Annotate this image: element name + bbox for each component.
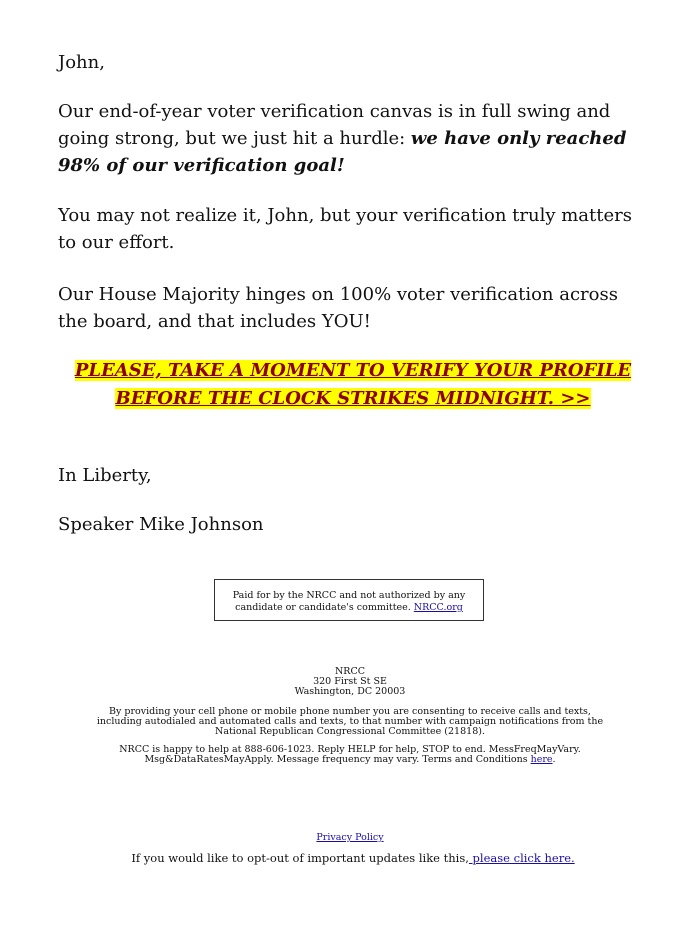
greeting: John, — [58, 52, 105, 73]
optout-link[interactable]: please click here. — [468, 851, 575, 865]
paragraph-canvas-status-text: Our end-of-year voter verification canvas is in full swing and going strong, but we just hit a hurdle: — [58, 101, 611, 149]
paragraph-verification-matters: You may not realize it, John, but your verification truly matters to our effort. — [58, 205, 632, 253]
footer-address — [95, 667, 605, 697]
signoff: In Liberty, — [58, 465, 152, 486]
footer-consent-notice: By providing your cell phone or mobile phone number you are consenting to receive calls and texts, including autodialed and automated calls and texts, to that number with campaign notifications from the National Republican Congressional Committee (21818). — [96, 706, 604, 737]
footer-city: Washington, DC 20003 — [294, 686, 406, 697]
optout-text: If you would like to opt-out of important updates like this, — [131, 851, 469, 865]
privacy-policy-link[interactable]: Privacy Policy — [316, 832, 384, 843]
footer-privacy — [95, 833, 605, 843]
disclaimer-text: Paid for by the NRCC and not authorized by any candidate or candidate's committee. — [232, 590, 466, 613]
footer-optout — [58, 851, 648, 865]
nrcc-org-link[interactable]: NRCC.org — [413, 602, 463, 613]
paragraph-house-majority: Our House Majority hinges on 100% voter verification across the board, and that includes YOU! — [58, 284, 618, 332]
footer-street: 320 First St SE — [313, 676, 387, 687]
verification-goal-emphasis: we have only reached 98% of our verification goal! — [58, 128, 627, 176]
terms-and-conditions-link[interactable]: here — [530, 754, 553, 765]
footer-help-text: NRCC is happy to help at 888-606-1023. Reply HELP for help, STOP to end. MessFreqMayVary. Msg&DataRatesMayApply. Message frequency may vary. Terms and Conditions — [119, 744, 581, 765]
footer-help-suffix: . — [552, 754, 556, 765]
signature: Speaker Mike Johnson — [58, 514, 264, 535]
paid-for-disclaimer-box — [214, 579, 484, 621]
cta-block — [58, 357, 648, 413]
footer-org-name: NRCC — [334, 666, 365, 677]
verify-profile-link[interactable]: PLEASE, TAKE A MOMENT TO VERIFY YOUR PROFILE BEFORE THE CLOCK STRIKES MIDNIGHT. >> — [74, 360, 632, 409]
paragraph-canvas-status — [58, 98, 648, 179]
footer-help-notice — [95, 745, 605, 765]
